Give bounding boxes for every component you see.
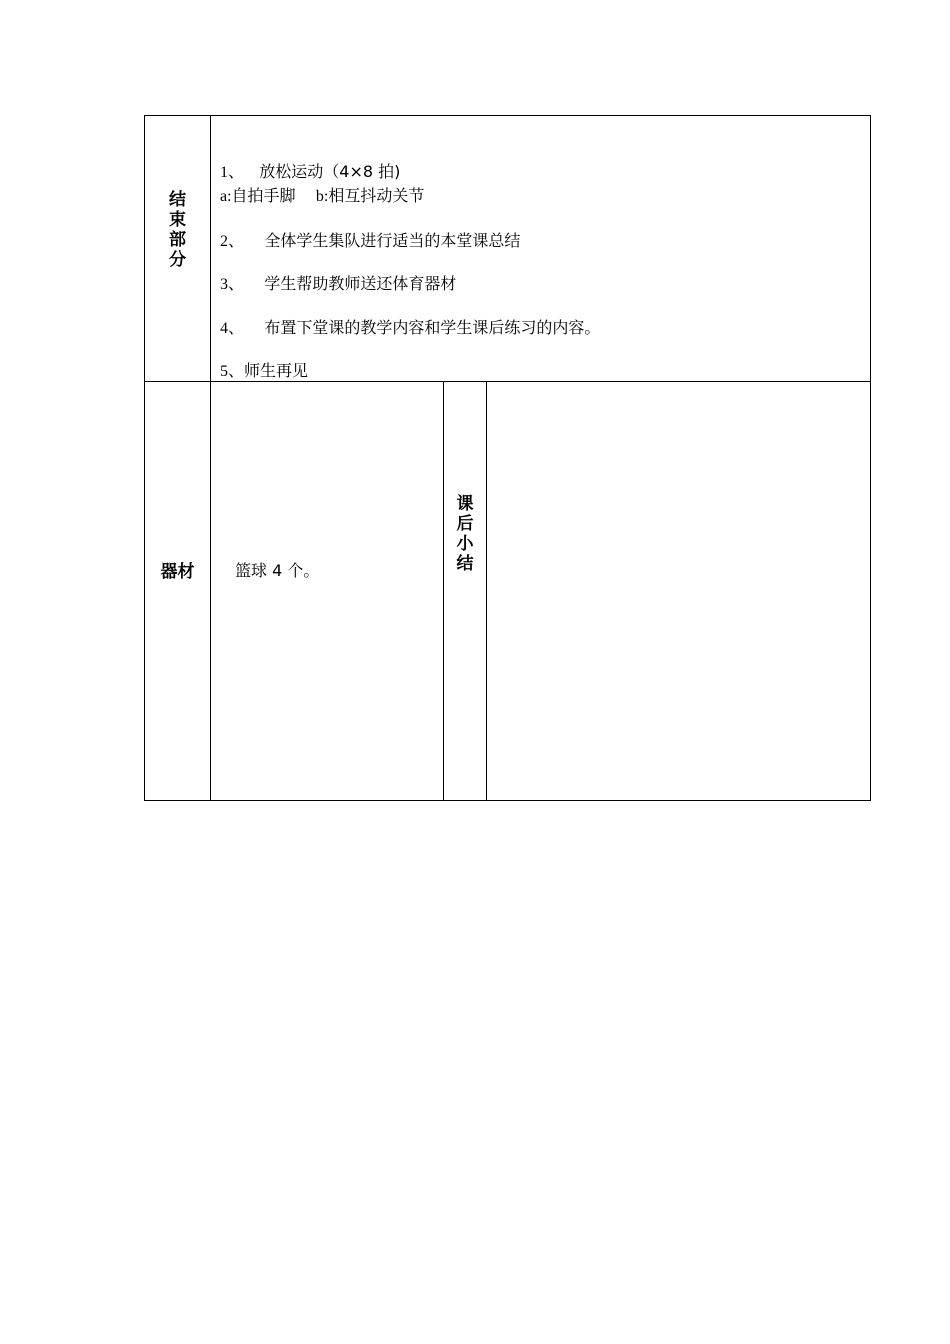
reflection-label-char: 小 (456, 534, 474, 554)
reflection-label-char: 后 (456, 514, 474, 534)
item-number: 1、 (220, 164, 245, 181)
reflection-label-char: 课 (456, 494, 474, 514)
item-number: 3、 (220, 276, 245, 293)
lesson-plan-table (144, 115, 871, 801)
closing-label-char: 结 (169, 190, 186, 210)
item-text: 放松运动（4×8 拍) (259, 162, 401, 181)
closing-item-1 (220, 162, 400, 183)
item-sub-label-a: a: (220, 188, 232, 205)
closing-section-label-cell (144, 115, 211, 382)
closing-label-char: 部 (169, 230, 186, 250)
item-sub-label-b: b: (315, 188, 329, 205)
reflection-label-cell (443, 381, 487, 801)
item-text: 学生帮助教师送还体育器材 (264, 274, 457, 293)
closing-item-1-sub (220, 186, 424, 207)
equipment-label-cell (144, 381, 211, 801)
reflection-label (444, 494, 486, 574)
closing-item-4 (220, 318, 600, 339)
closing-section-content-cell (210, 115, 871, 382)
item-number: 5、 (220, 363, 245, 380)
item-number: 4、 (220, 320, 245, 337)
closing-label-char: 分 (169, 250, 186, 270)
item-sub-text-a: 自拍手脚 (231, 186, 296, 205)
equipment-text: 篮球 4 个。 (235, 561, 320, 580)
closing-item-3 (220, 274, 456, 295)
closing-item-5 (220, 361, 308, 382)
item-text: 布置下堂课的教学内容和学生课后练习的内容。 (264, 318, 601, 337)
item-text: 师生再见 (244, 361, 309, 380)
equipment-label: 器材 (160, 562, 195, 582)
reflection-label-char: 结 (456, 554, 474, 574)
item-number: 2、 (220, 233, 245, 250)
item-sub-text-b: 相互抖动关节 (328, 186, 425, 205)
reflection-content-cell (486, 381, 871, 801)
closing-item-2 (220, 231, 520, 252)
closing-section-label (145, 190, 210, 270)
item-text: 全体学生集队进行适当的本堂课总结 (264, 231, 521, 250)
equipment-content-cell (210, 381, 444, 801)
closing-label-char: 束 (169, 210, 186, 230)
